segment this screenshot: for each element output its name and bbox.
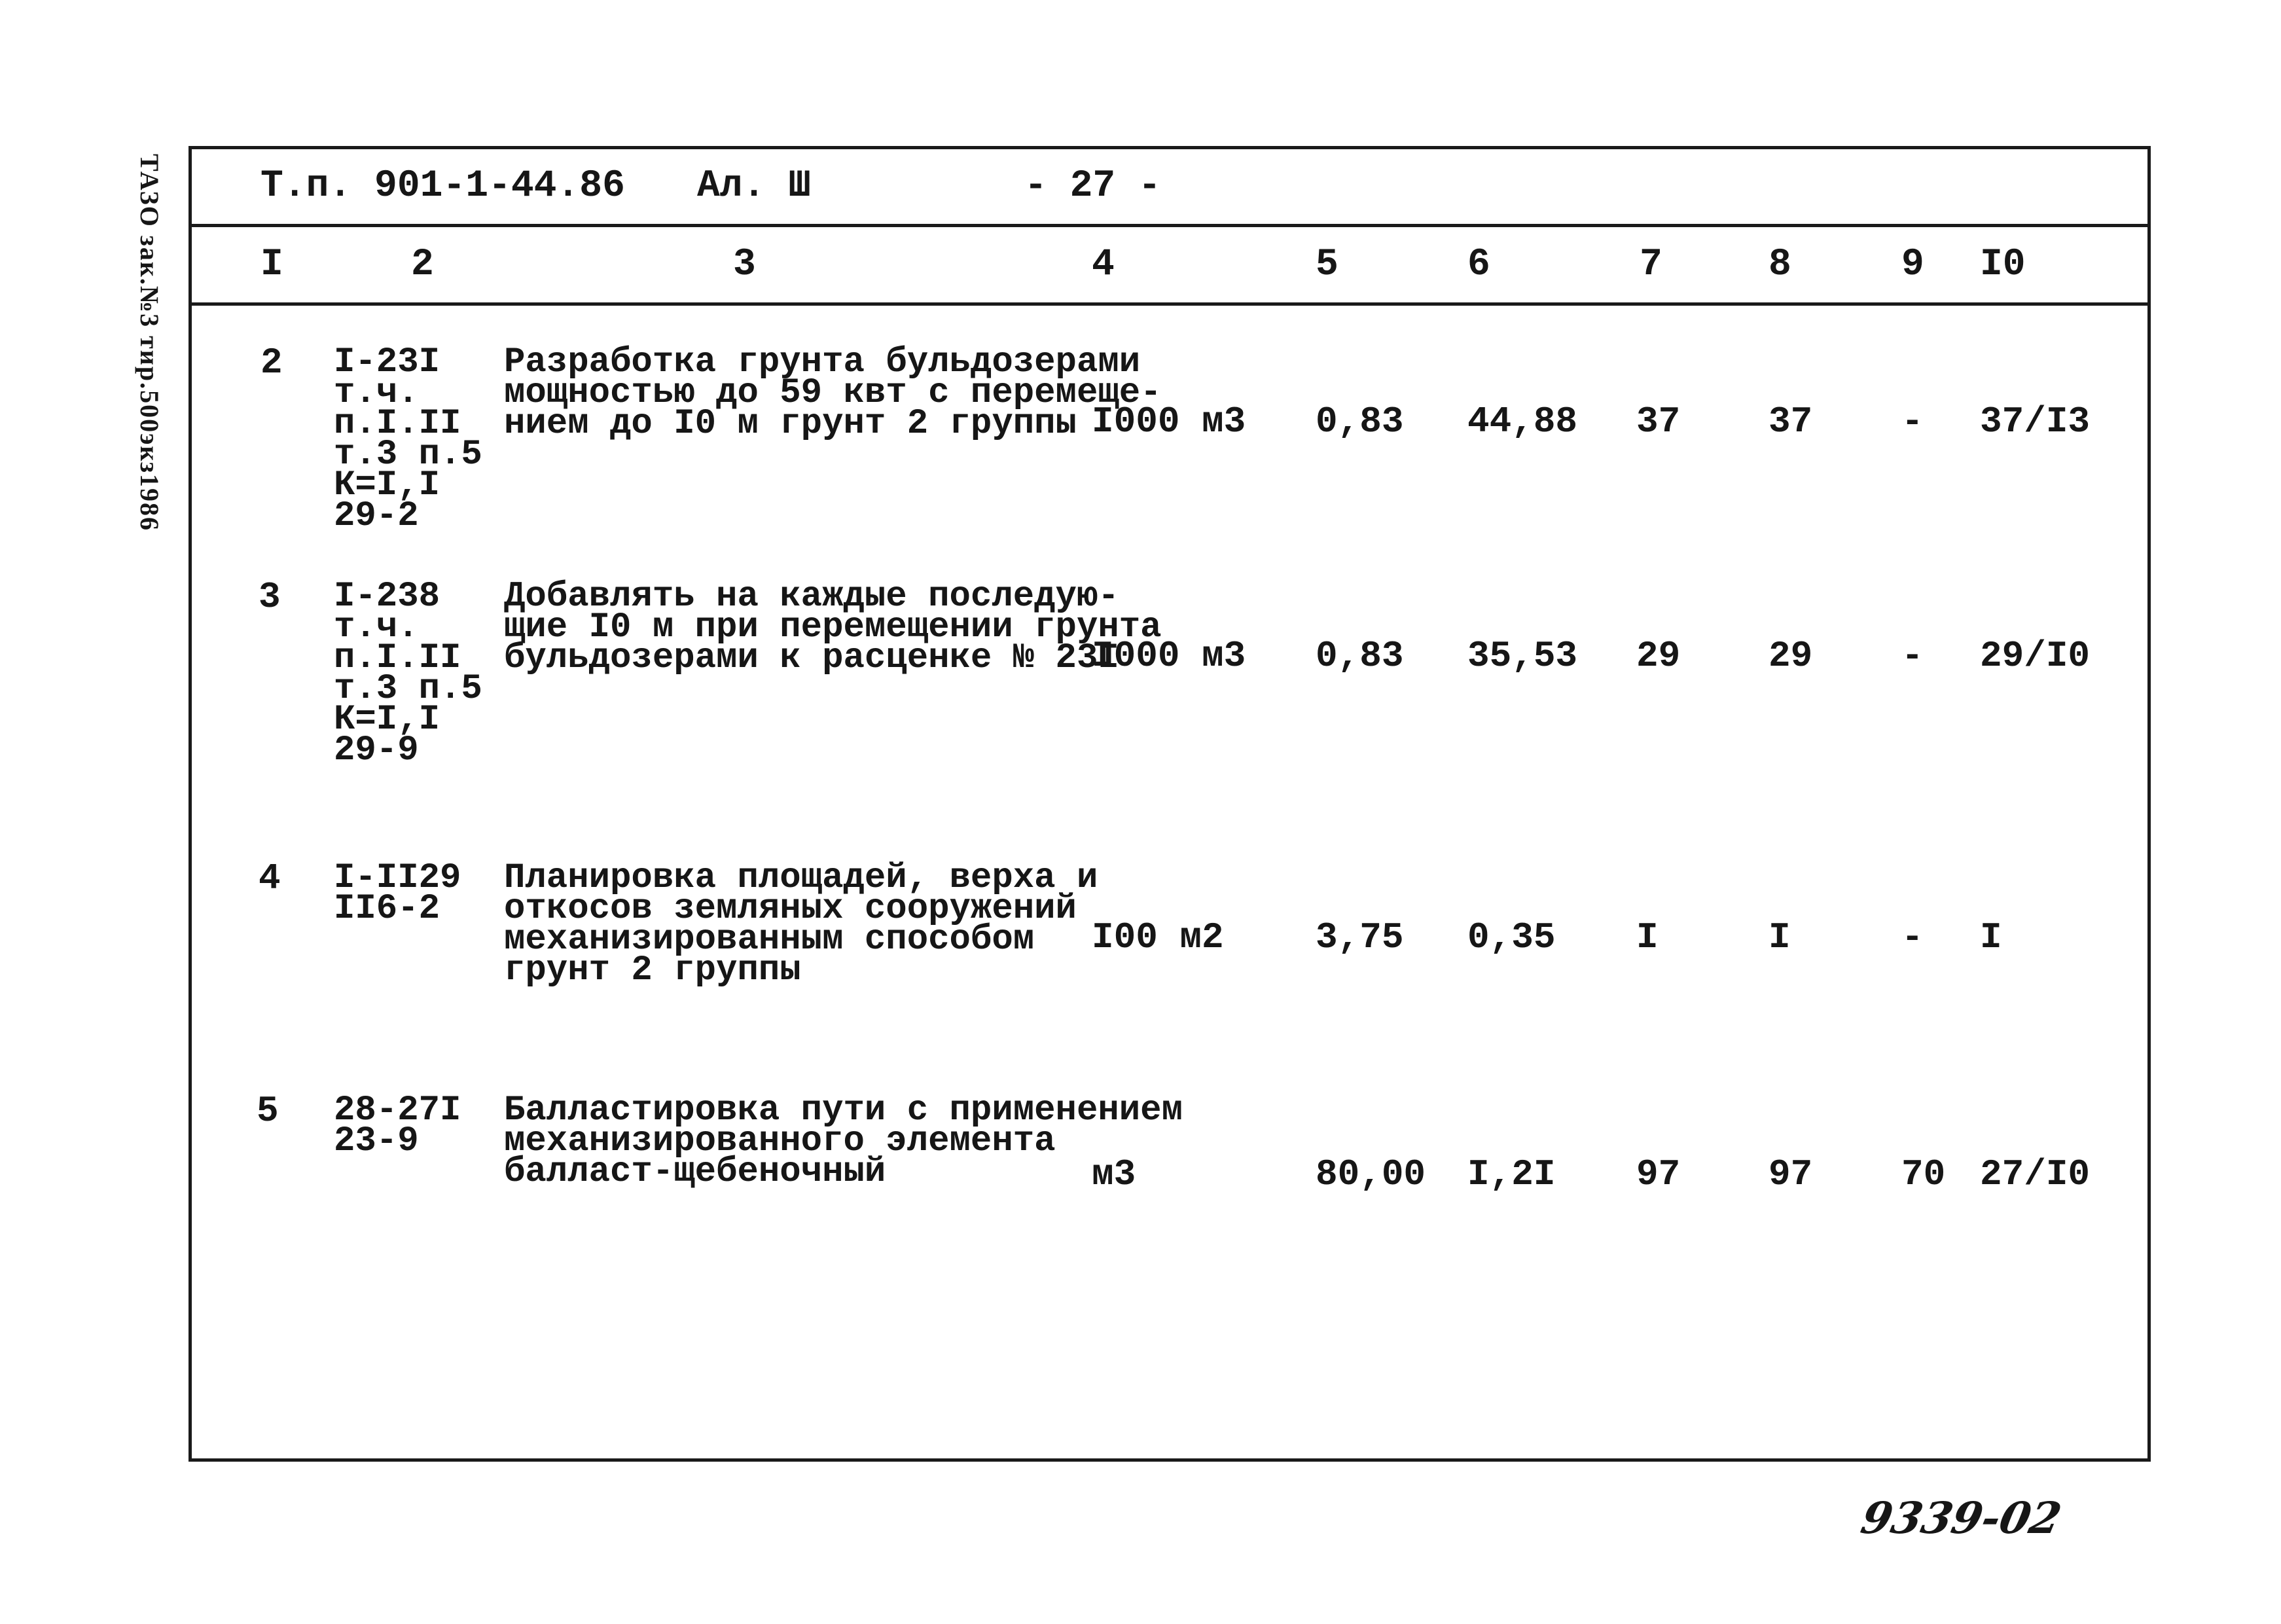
col9-value: 70 bbox=[1901, 1153, 1946, 1195]
unit-price: I,2I bbox=[1467, 1153, 1556, 1195]
quantity: 0,83 bbox=[1316, 401, 1404, 442]
column-number-3: 3 bbox=[733, 244, 756, 286]
project-code: Т.п. 901-1-44.86 bbox=[260, 165, 625, 208]
column-number-10: I0 bbox=[1980, 244, 2026, 286]
side-print-stamp: ТАЗО зак.№3 тир.500экз1986 bbox=[135, 154, 164, 532]
table-frame bbox=[189, 146, 2151, 1462]
column-number-6: 6 bbox=[1467, 244, 1490, 286]
unit: I000 м3 bbox=[1092, 635, 1246, 677]
norm-code: I-238 т.ч. п.I.II т.3 п.5 К=I,I 29-9 bbox=[334, 577, 482, 770]
unit-price: 35,53 bbox=[1467, 635, 1578, 677]
col7-value: I bbox=[1636, 916, 1659, 958]
unit-price: 0,35 bbox=[1467, 916, 1556, 958]
col9-value: - bbox=[1901, 916, 1924, 958]
row-number: 2 bbox=[260, 342, 283, 384]
col9-value: - bbox=[1901, 635, 1924, 677]
work-description: Добавлять на каждые последую- щие I0 м при перемещении грунта бульдозерами к расценке № 23I bbox=[504, 577, 1162, 678]
col9-value: - bbox=[1901, 401, 1924, 442]
column-number-2: 2 bbox=[411, 244, 434, 286]
col7-value: 29 bbox=[1636, 635, 1681, 677]
column-number-7: 7 bbox=[1640, 244, 1662, 286]
quantity: 0,83 bbox=[1316, 635, 1404, 677]
page-number: - 27 - bbox=[1024, 165, 1161, 208]
col8-value: 37 bbox=[1769, 401, 1813, 442]
row-number: 5 bbox=[257, 1090, 279, 1132]
work-description: Планировка площадей, верха и откосов земляных сооружений механизированным способом грунт 2 группы bbox=[504, 858, 1098, 990]
unit: I00 м2 bbox=[1092, 916, 1224, 958]
col8-value: 29 bbox=[1769, 635, 1813, 677]
unit-price: 44,88 bbox=[1467, 401, 1578, 442]
col8-value: 97 bbox=[1769, 1153, 1813, 1195]
column-number-5: 5 bbox=[1316, 244, 1338, 286]
inventory-number: 9339-02 bbox=[1856, 1492, 2066, 1543]
column-number-9: 9 bbox=[1901, 244, 1924, 286]
work-description: Балластировка пути с применением механизированного элемента балласт-щебеночный bbox=[504, 1091, 1183, 1192]
album-number: Ал. Ш bbox=[697, 165, 812, 208]
unit: м3 bbox=[1092, 1153, 1136, 1195]
norm-code: I-II29 II6-2 bbox=[334, 858, 461, 929]
norm-code: 28-27I 23-9 bbox=[334, 1091, 461, 1161]
col10-value: 37/I3 bbox=[1980, 401, 2091, 442]
column-number-8: 8 bbox=[1769, 244, 1791, 286]
work-description: Разработка грунта бульдозерами мощностью до 59 квт с перемеще- нием до I0 м грунт 2 группы bbox=[504, 342, 1162, 444]
column-number-1: I bbox=[260, 244, 283, 286]
col8-value: I bbox=[1769, 916, 1791, 958]
norm-code: I-23I т.ч. п.I.II т.3 п.5 К=I,I 29-2 bbox=[334, 342, 482, 536]
unit: I000 м3 bbox=[1092, 401, 1246, 442]
col7-value: 97 bbox=[1636, 1153, 1681, 1195]
row-number: 4 bbox=[259, 857, 281, 899]
column-header-divider bbox=[192, 302, 2147, 306]
col10-value: I bbox=[1980, 916, 2002, 958]
col7-value: 37 bbox=[1636, 401, 1681, 442]
column-number-4: 4 bbox=[1092, 244, 1115, 286]
col10-value: 27/I0 bbox=[1980, 1153, 2091, 1195]
quantity: 80,00 bbox=[1316, 1153, 1426, 1195]
header-divider bbox=[192, 224, 2147, 227]
row-number: 3 bbox=[259, 576, 281, 618]
quantity: 3,75 bbox=[1316, 916, 1404, 958]
col10-value: 29/I0 bbox=[1980, 635, 2091, 677]
